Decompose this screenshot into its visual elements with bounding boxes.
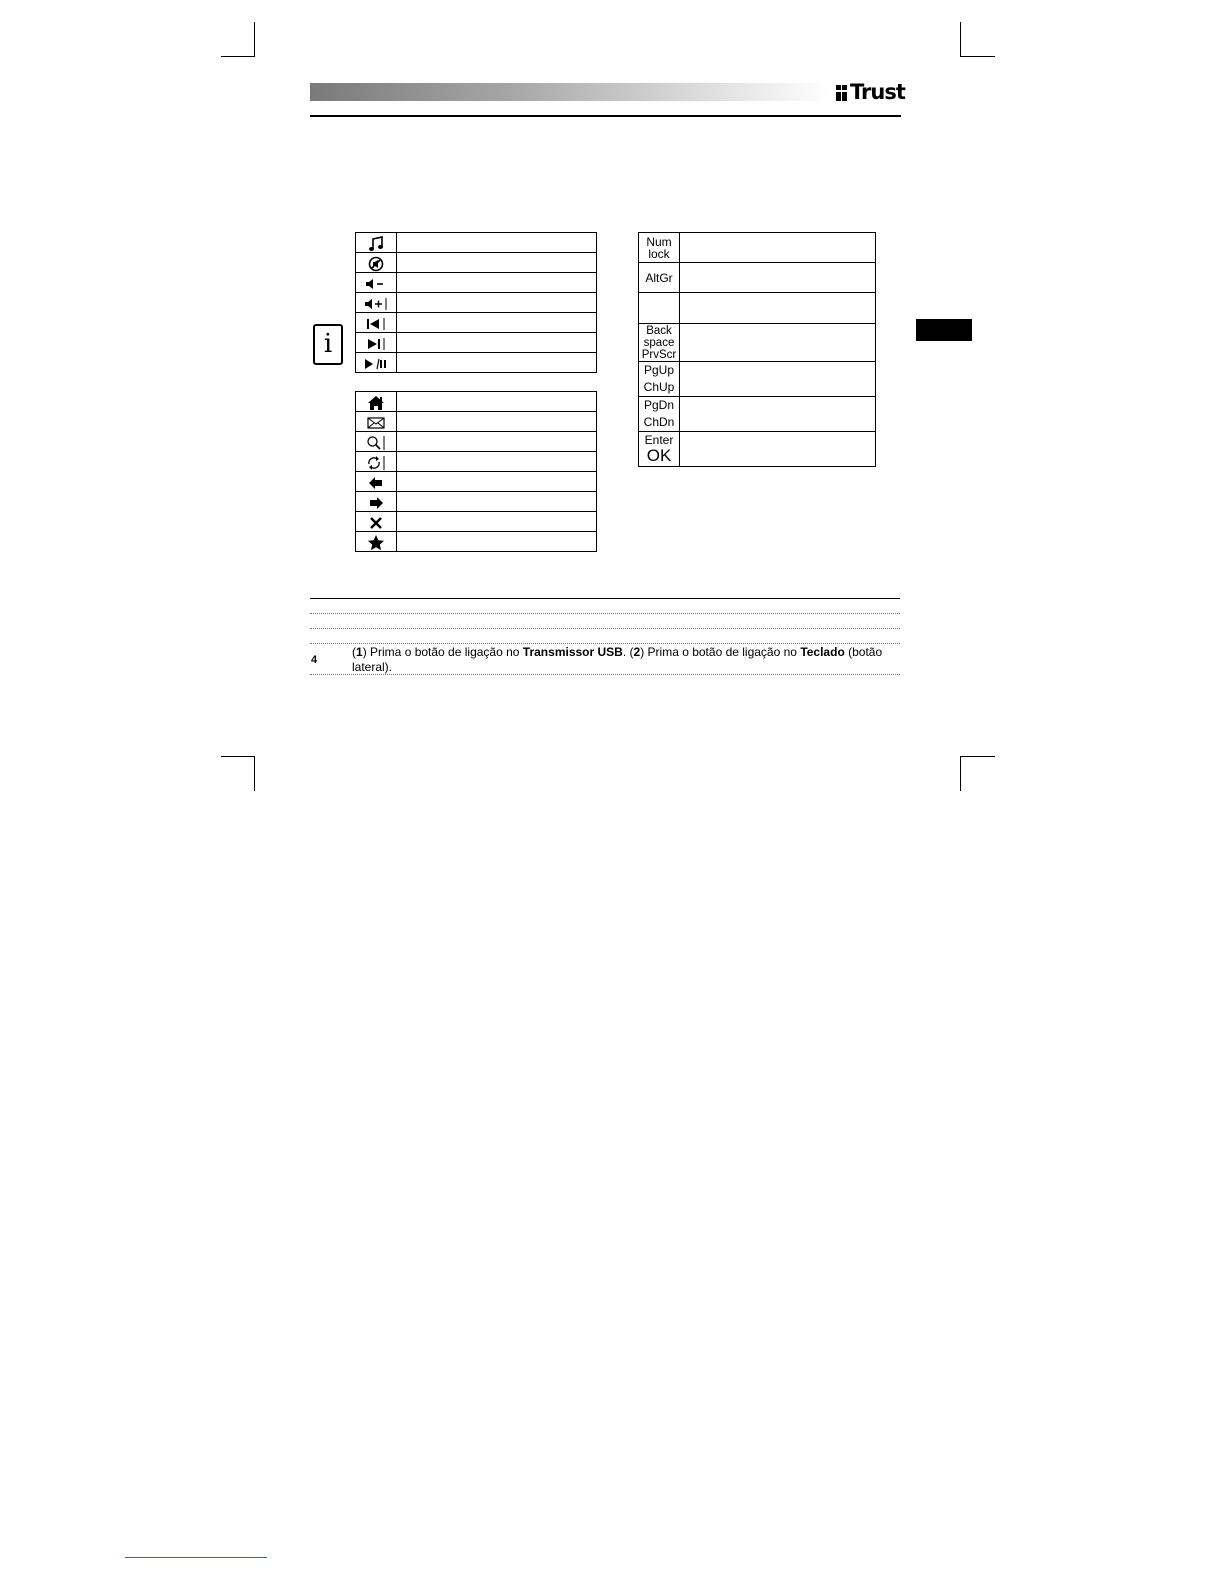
pgup-key-label: PgUp ChUp — [639, 362, 680, 397]
crop-mark-top-right-h — [960, 56, 995, 57]
next-track-icon — [356, 333, 397, 353]
altgr-key-label: AltGr — [639, 263, 680, 293]
crop-mark-top-left-v — [254, 22, 255, 57]
key-description — [397, 392, 597, 412]
key-description — [397, 313, 597, 333]
key-description — [397, 273, 597, 293]
crop-mark-top-right-v — [960, 22, 961, 57]
crop-mark-bottom-right-v — [960, 756, 961, 791]
key-description — [680, 397, 876, 432]
favorites-star-icon — [356, 532, 397, 552]
step-number: 4 — [311, 654, 318, 666]
key-description — [397, 452, 597, 472]
key-description — [680, 263, 876, 293]
play-pause-icon — [356, 353, 397, 373]
enter-key-label: Enter OK — [639, 432, 680, 467]
volume-down-icon — [356, 273, 397, 293]
back-arrow-icon — [356, 472, 397, 492]
key-description — [397, 532, 597, 552]
header-rule — [310, 115, 901, 117]
crop-mark-top-left-h — [221, 56, 255, 57]
crop-mark-bottom-left-h — [221, 756, 255, 757]
info-icon: i — [313, 324, 343, 365]
step-separator — [310, 643, 900, 644]
forward-arrow-icon — [356, 492, 397, 512]
stop-icon — [356, 512, 397, 532]
key-description — [680, 362, 876, 397]
step-separator — [310, 674, 900, 675]
blank-key-label — [639, 293, 680, 324]
language-tab-marker — [916, 319, 972, 341]
key-description — [397, 432, 597, 452]
home-icon — [356, 392, 397, 412]
special-keys-table — [638, 232, 876, 467]
key-description — [397, 353, 597, 373]
key-description — [680, 293, 876, 324]
key-description — [397, 412, 597, 432]
key-description — [397, 512, 597, 532]
key-description — [397, 293, 597, 313]
logo-text: Trust — [850, 80, 905, 104]
key-description — [397, 233, 597, 253]
step-text: (1) Prima o botão de ligação no Transmissor USB. (2) Prima o botão de ligação no Teclado (botão lateral). — [352, 645, 883, 674]
key-description — [397, 492, 597, 512]
key-description — [680, 233, 876, 263]
backspace-key-label: Back space PrvScr — [639, 324, 680, 362]
music-note-icon — [356, 233, 397, 253]
key-description — [397, 333, 597, 353]
numlock-key-label: Num lock — [639, 233, 680, 263]
volume-up-icon — [356, 293, 397, 313]
key-description — [397, 253, 597, 273]
step-separator — [310, 613, 900, 614]
key-description — [680, 432, 876, 467]
pgdn-key-label: PgDn ChDn — [639, 397, 680, 432]
mail-icon — [356, 412, 397, 432]
key-description — [397, 472, 597, 492]
search-icon — [356, 432, 397, 452]
crop-mark-bottom-right-h — [960, 756, 995, 757]
steps-top-rule — [310, 598, 900, 599]
step-separator — [310, 628, 900, 629]
footer-link-underline[interactable] — [125, 1557, 267, 1558]
media-keys-table — [355, 232, 597, 373]
mute-icon — [356, 253, 397, 273]
crop-mark-bottom-left-v — [254, 756, 255, 791]
internet-keys-table — [355, 391, 597, 552]
trust-logo — [836, 79, 905, 105]
previous-track-icon — [356, 313, 397, 333]
key-description — [680, 324, 876, 362]
refresh-icon — [356, 452, 397, 472]
header-gradient-bar — [310, 83, 830, 101]
trust-logo-mark-icon — [836, 83, 848, 101]
